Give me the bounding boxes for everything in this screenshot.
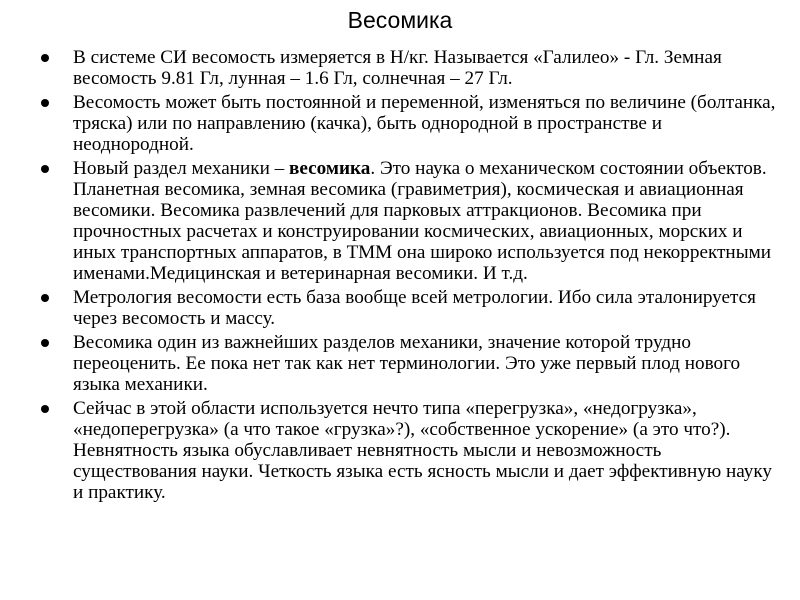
bullet-point-icon — [41, 405, 49, 413]
bullet-list — [40, 47, 785, 506]
bullet-item-importance — [40, 332, 785, 395]
bullet-point-icon — [41, 165, 49, 173]
bullet-text: Весомость может быть постоянной и переменной, изменяться по величине (болтанка, тряска) или по направлению (качка), быть однородной в пространстве и неоднородной. — [73, 92, 776, 155]
bullet-text: Метрология весомости есть база вообще всей метрологии. Ибо сила эталонируется через весомость и массу. — [73, 287, 757, 329]
bullet-item-new-section — [40, 158, 785, 284]
bullet-bold-term: весомика — [289, 158, 371, 179]
bullet-item-si-units — [40, 47, 785, 89]
bullet-text-after: . Это наука о механическом состоянии объектов. Планетная весомика, земная весомика (гравиметрия), космическая и авиационная весомики. Весомика развлечений для парковых аттракционов. Весомика при прочностных расчетах и конструировании космических, авиационных, морских и иных транспортных аппаратов, в ТММ она широко используется под некорректными именами.Медицинская и ветеринарная весомики. И т.д. — [73, 158, 771, 284]
bullet-item-metrology — [40, 287, 785, 329]
bullet-item-terminology — [40, 398, 785, 503]
bullet-point-icon — [41, 339, 49, 347]
slide-title: Весомика — [347, 7, 453, 33]
bullet-point-icon — [41, 99, 49, 107]
bullet-point-icon — [41, 294, 49, 302]
bullet-text: Весомика один из важнейших разделов механики, значение которой трудно переоценить. Ее пока нет так как нет терминологии. Это уже первый плод нового языка механики. — [73, 332, 741, 395]
bullet-item-variability — [40, 92, 785, 155]
bullet-text: В системе СИ весомость измеряется в Н/кг. Называется «Галилео» - Гл. Земная весомость 9.81 Гл, лунная – 1.6 Гл, солнечная – 27 Гл. — [73, 47, 722, 89]
bullet-text — [73, 158, 771, 284]
bullet-text: Сейчас в этой области используется нечто типа «перегрузка», «недогрузка», «недоперегрузка» (а что такое «грузка»?), «собственное ускорение» (а это что?). Невнятность языка обуславливает невнятность мысли и невозможность существования науки. Четкость языка есть ясность мысли и дает эффективную науку и практику. — [73, 398, 773, 503]
bullet-text-before: Новый раздел механики – — [73, 158, 290, 179]
bullet-point-icon — [41, 54, 49, 62]
